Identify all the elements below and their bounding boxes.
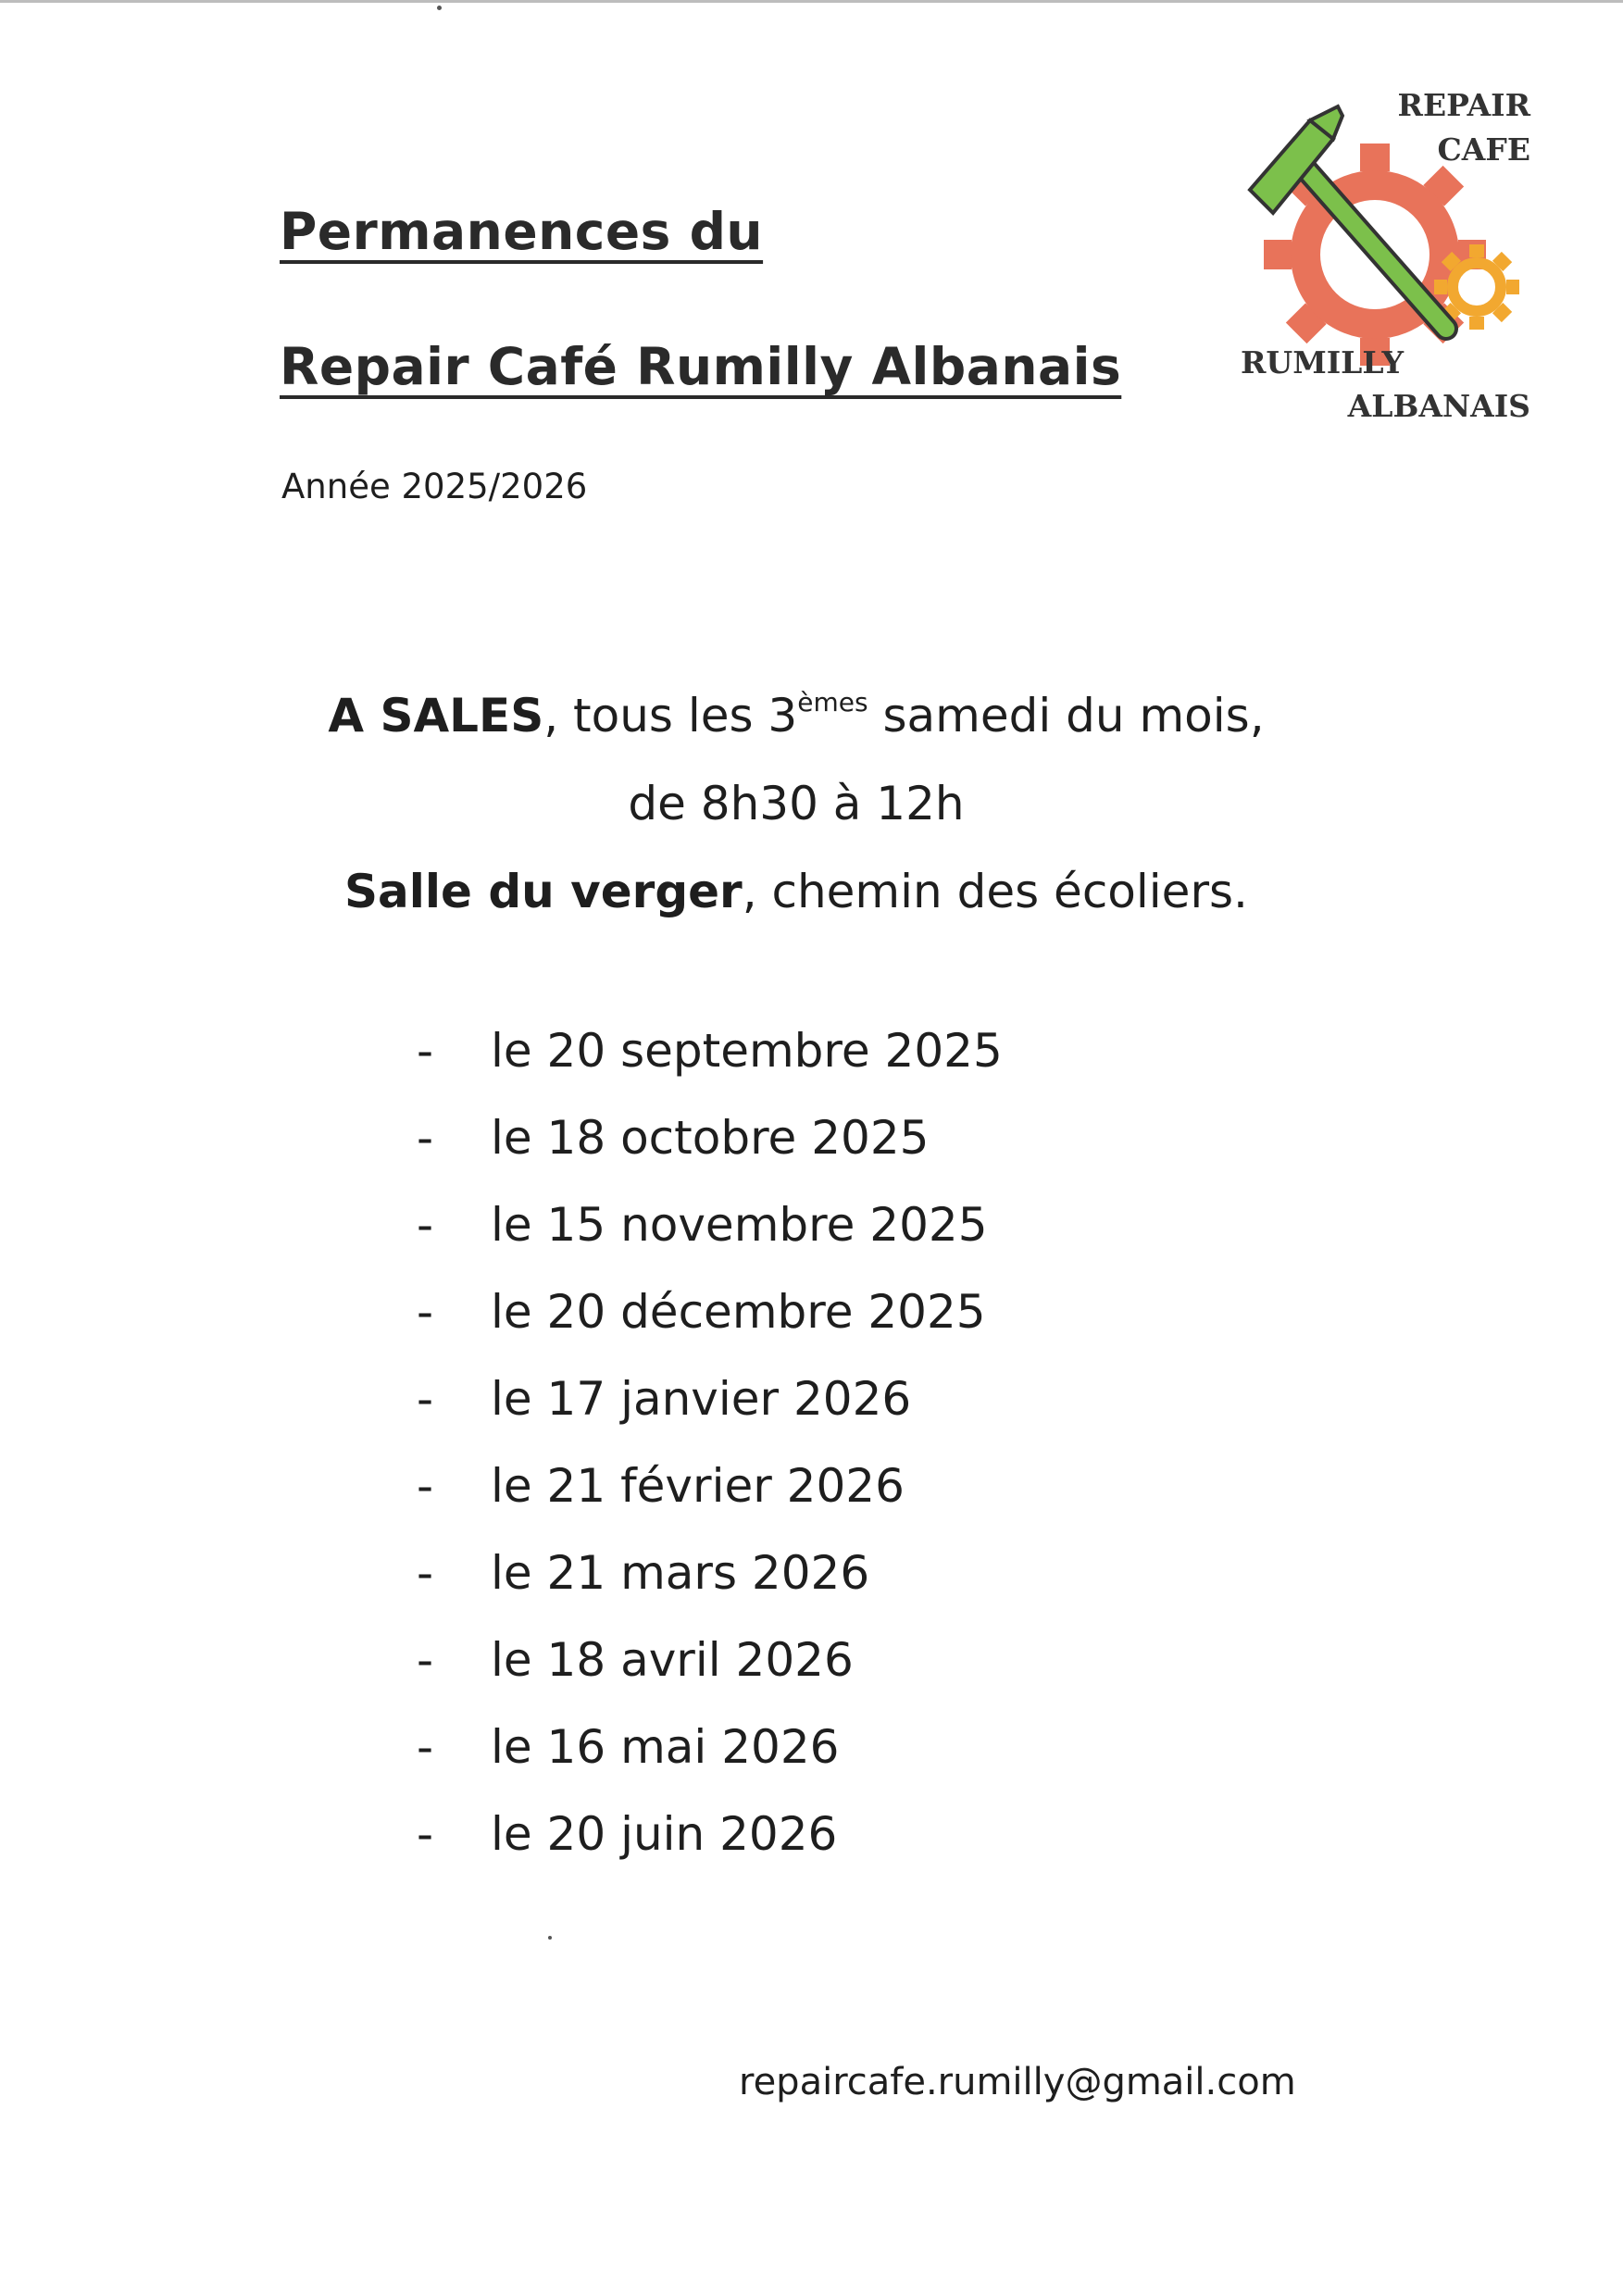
venue-name: Salle du verger: [344, 865, 743, 918]
bullet-dash: -: [417, 1546, 434, 1600]
bullet-dash: -: [417, 1111, 434, 1165]
date-list-item: [417, 1442, 1003, 1529]
logo-text-repair: REPAIR: [1397, 87, 1530, 123]
date-list-item: [417, 1791, 1003, 1878]
venue-address: , chemin des écoliers.: [742, 865, 1248, 918]
location-name: A SALES: [328, 689, 544, 742]
contact-email[interactable]: repaircafe.rumilly@gmail.com: [739, 2061, 1296, 2103]
date-text: le 15 novembre 2025: [491, 1198, 988, 1252]
bullet-dash: -: [417, 1198, 434, 1252]
ordinal-suffix: èmes: [797, 687, 868, 718]
date-text: le 20 juin 2026: [491, 1807, 838, 1861]
logo-text-albanais: ALBANAIS: [1347, 388, 1530, 424]
date-list-item: [417, 1181, 1003, 1268]
date-text: le 20 septembre 2025: [491, 1024, 1003, 1078]
logo-text-rumilly: RUMILLY: [1241, 344, 1405, 381]
scan-speck: [437, 6, 442, 10]
date-list-item: [417, 1007, 1003, 1094]
date-text: le 18 avril 2026: [491, 1633, 854, 1687]
bullet-dash: -: [417, 1285, 434, 1339]
hammer-and-gears-icon: [1231, 74, 1583, 444]
bullet-dash: -: [417, 1720, 434, 1774]
date-list-item: [417, 1355, 1003, 1442]
date-list-item: [417, 1703, 1003, 1791]
schedule-text: , tous les 3: [543, 689, 798, 742]
dates-list: [417, 1007, 1003, 1878]
schedule-venue: [278, 848, 1315, 936]
bullet-dash: -: [417, 1807, 434, 1861]
bullet-dash: -: [417, 1372, 434, 1426]
bullet-dash: -: [417, 1459, 434, 1513]
page-title-line-1: Permanences du: [280, 202, 764, 261]
date-text: le 20 décembre 2025: [491, 1285, 986, 1339]
scan-edge-line: [0, 0, 1623, 3]
schedule-text: samedi du mois,: [868, 689, 1265, 742]
repair-cafe-logo: [1231, 74, 1583, 444]
schedule-intro: [278, 672, 1315, 936]
date-list-item: [417, 1529, 1003, 1616]
schedule-hours: de 8h30 à 12h: [628, 777, 965, 830]
date-list-item: [417, 1094, 1003, 1181]
scan-speck: [548, 1936, 552, 1940]
date-text: le 21 mars 2026: [491, 1546, 870, 1600]
date-list-item: [417, 1268, 1003, 1355]
year-label: Année 2025/2026: [281, 467, 588, 506]
schedule-line-1: [278, 672, 1315, 760]
date-text: le 21 février 2026: [491, 1459, 905, 1513]
bullet-dash: -: [417, 1633, 434, 1687]
page-title-line-2: Repair Café Rumilly Albanais: [280, 337, 1122, 396]
date-list-item: [417, 1616, 1003, 1703]
date-text: le 18 octobre 2025: [491, 1111, 930, 1165]
bullet-dash: -: [417, 1024, 434, 1078]
date-text: le 16 mai 2026: [491, 1720, 840, 1774]
date-text: le 17 janvier 2026: [491, 1372, 912, 1426]
logo-text-cafe: CAFE: [1437, 131, 1530, 168]
